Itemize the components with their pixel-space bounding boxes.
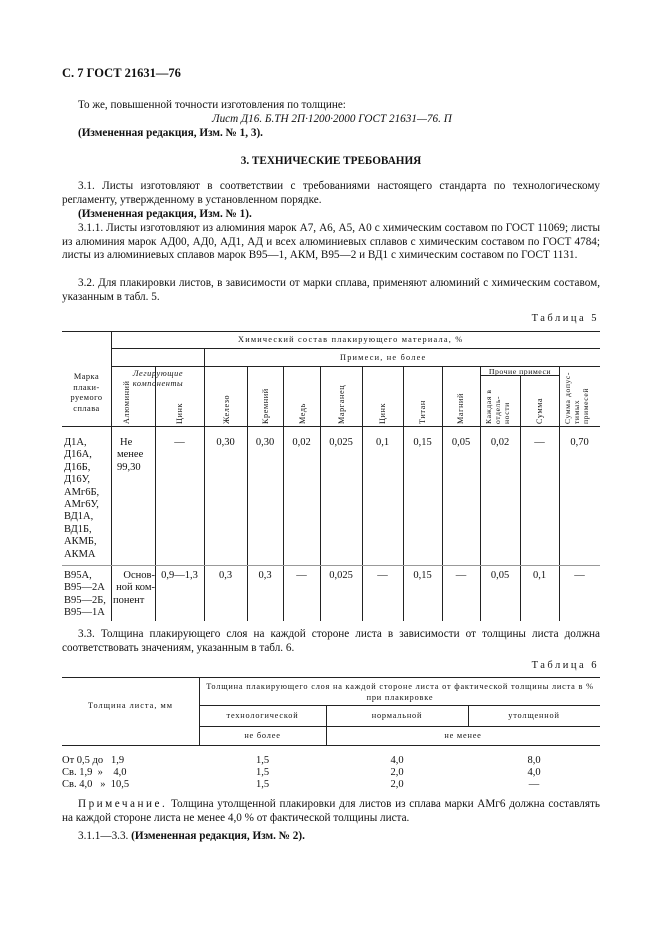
table5-col-ti: Титан	[418, 400, 427, 424]
table6-col-normal: нормальной	[371, 711, 423, 720]
final-ref: 3.1.1—3.3.	[78, 830, 129, 842]
table5-row2-sum: 0,1	[532, 570, 547, 581]
table5-caption: Таблица 5	[531, 313, 599, 324]
table6-sub-other: не менее	[444, 731, 482, 740]
table6-col-thickness: Толщина листа, мм	[88, 701, 173, 710]
table6-row2-thick: 4,0	[527, 767, 541, 778]
note-text: Толщина утолщенной плакировки для листов из сплава марки АМг6 должна составлять на каждой стороне листа не менее 4,0 % от фактической толщины листа.	[62, 798, 600, 824]
table5-col-alloying: Легирующие компоненты	[132, 369, 184, 388]
table5-row1-al: Не менее 99,30	[117, 437, 144, 473]
table5-row1-mg: 0,05	[451, 437, 471, 448]
table5-col-each: Каждая в отдель-ности	[484, 389, 511, 424]
final-edit-note	[78, 830, 305, 842]
table5-row2-each: 0,05	[490, 570, 510, 581]
table5-row1-zn2: 0,1	[375, 437, 390, 448]
table5-col-cu: Медь	[298, 403, 307, 424]
final-edit: (Измененная редакция, Изм. № 2).	[131, 830, 305, 842]
table6-row1-thick: 8,0	[527, 755, 541, 766]
table5-row2-al: Основ- ной ком- понент	[113, 570, 155, 606]
table5-col-si: Кремний	[261, 388, 270, 424]
table5-col-fe: Железо	[222, 394, 231, 424]
designation-example: Лист Д16. Б.ТН 2П·1200·2000 ГОСТ 21631—76. П	[212, 113, 452, 125]
table6-row1-thickness: От 0,5 до 1,9	[62, 755, 125, 766]
table5-row1-zn: —	[174, 437, 185, 448]
table5-col-zn: Цинк	[175, 402, 184, 424]
paragraph-3-2: 3.2. Для плакировки листов, в зависимости от марки сплава, применяют алюминий с химическим составом, указанным в табл. 5.	[62, 277, 600, 303]
table5-col-al: Алюминий	[122, 380, 131, 424]
table5-col-zn2: Цинк	[378, 402, 387, 424]
table5-row2-mn: 0,025	[329, 570, 353, 581]
table5-row1-fe: 0,30	[216, 437, 235, 448]
table6-row3-tech: 1,5	[255, 779, 270, 790]
section-title: 3. ТЕХНИЧЕСКИЕ ТРЕБОВАНИЯ	[240, 155, 422, 167]
note-label: Примечание.	[78, 798, 168, 810]
table5-row2-fe: 0,3	[218, 570, 233, 581]
table5-row1-each: 0,02	[490, 437, 510, 448]
table6-row1-normal: 4,0	[390, 755, 404, 766]
table5-row2-mg: —	[455, 570, 467, 581]
table5-row2-grades: В95А, В95—2А В95—2Б, В95—1А	[64, 570, 106, 619]
table5-row2-si: 0,3	[258, 570, 272, 581]
paragraph-3-1-1: 3.1.1. Листы изготовляют из алюминия марок А7, А6, А5, А0 с химическим составом по ГОСТ 11069; листы из алюминия марок АД00, АД0, АД1, АД и всех алюминиевых сплавов с химическим составом по ГОСТ 4784; листы из алюминиевых сплавов марок В95—1, АКМ, В95—2 и ВД1 с химическим составом по ГОСТ 1131.	[62, 222, 600, 262]
table6-row2-normal: 2,0	[390, 767, 404, 778]
table6-col-tech: технологической	[226, 711, 299, 720]
table5-row1-mn: 0,025	[329, 437, 353, 448]
table5-col-other: Прочие примеси	[488, 367, 552, 376]
table5-row1-grades: Д1А, Д16А, Д16Б, Д16У, АМг6Б, АМг6У, ВД1А, ВД1Б, АКМБ, АКМА	[64, 437, 100, 560]
table5-col-sum: Сумма	[535, 397, 544, 424]
table6-row2-thickness: Св. 1,9 » 4,0	[62, 767, 127, 778]
table5-col-grade: Марка плаки-руемого сплава	[70, 372, 103, 413]
table5-row2-ti: 0,15	[413, 570, 432, 581]
intro-line: То же, повышенной точности изготовления по толщине:	[78, 99, 346, 111]
table5-row1-si: 0,30	[255, 437, 275, 448]
table6-row3-thick: —	[528, 779, 540, 790]
table6-caption: Таблица 6	[531, 660, 599, 671]
table6-sub-tech: не более	[244, 731, 281, 740]
table6-col-thick: утолщенной	[508, 711, 560, 720]
table6-row1-tech: 1,5	[255, 755, 270, 766]
table5-row1-ti: 0,15	[413, 437, 432, 448]
table5-row2-zn: 0,9—1,3	[161, 570, 198, 581]
table5-row2-zn2: —	[377, 570, 388, 581]
table5-row2-total: —	[574, 570, 585, 581]
table6-row3-thickness: Св. 4,0 » 10,5	[62, 779, 130, 790]
table5-col-mn: Марганец	[337, 384, 346, 424]
paragraph-3-1: 3.1. Листы изготовляют в соответствии с требованиями настоящего стандарта по технологическому регламенту, утвержденному в установленном порядке.	[62, 180, 600, 206]
paragraph-3-3: 3.3. Толщина плакирующего слоя на каждой стороне листа в зависимости от толщины листа должна соответствовать значениям, указанным в табл. 6.	[62, 628, 600, 654]
table5-col-total: Сумма допус-тимых примесей	[563, 371, 590, 424]
table6-row2-tech: 1,5	[255, 767, 270, 778]
table6-row3-normal: 2,0	[390, 779, 404, 790]
table5-row1-sum: —	[534, 437, 545, 448]
table5-row2-cu: —	[296, 570, 307, 581]
edit-note: (Измененная редакция, Изм. № 1, 3).	[78, 127, 263, 139]
table6-note	[62, 798, 600, 825]
table5-row1-total: 0,70	[570, 437, 589, 448]
page-header: С. 7 ГОСТ 21631—76	[62, 66, 181, 80]
edit-note: (Измененная редакция, Изм. № 1).	[78, 208, 252, 220]
table5-row1-cu: 0,02	[292, 437, 311, 448]
table5-col-impurities: Примеси, не более	[340, 353, 427, 362]
table5-col-mg: Магний	[456, 392, 465, 424]
table5-head-main: Химический состав плакирующего материала, %	[238, 335, 464, 344]
table6-head-main: Толщина плакирующего слоя на каждой стороне листа от фактической толщины листа в % при плакировке	[206, 682, 594, 702]
